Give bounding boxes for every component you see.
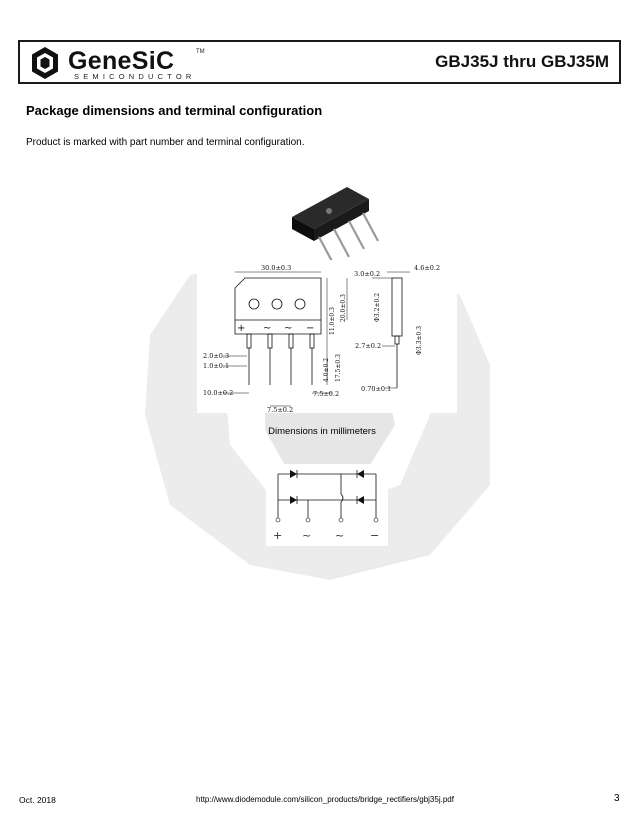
pin-symbol-plus: + [237,323,246,334]
company-logo [30,46,220,82]
header-bar [18,40,621,84]
pin-symbol-ac2: ~ [284,323,293,334]
pin-symbol-ac1: ~ [263,323,272,334]
dim-hole: Φ3.2±0.2 [374,292,381,322]
dim-side: 4.6±0.2 [414,264,441,272]
dim-lead-dia: 0.70±0.1 [361,385,392,393]
dim-width: 30.0±0.3 [261,264,292,272]
hexagon-logo-icon [30,46,60,80]
brand-tagline: SEMICONDUCTOR [74,72,196,81]
drawing-caption: Dimensions in millimeters [268,426,376,437]
dim-pin-width: 2.7±0.2 [355,342,382,350]
dim-height-b: 20.0±0.3 [340,294,347,322]
bridge-circuit-diagram [266,464,388,546]
dim-height-a: 11.0±0.3 [329,307,336,335]
page-number: 3 [614,793,620,804]
footer-date: Oct. 2018 [19,795,56,805]
terminal-ac1: ~ [302,529,312,542]
description-text: Product is marked with part number and terminal configuration. [26,137,305,148]
footer-url-link[interactable]: http://www.diodemodule.com/silicon_products/bridge_rectifiers/gbj35j.pdf [196,795,454,804]
dim-pitch-b: 7.5±0.2 [313,390,340,398]
document-title: GBJ35J thru GBJ35M [435,52,609,71]
dim-edge: 10.0±0.2 [203,389,234,397]
package-photo [197,177,457,267]
section-title: Package dimensions and terminal configuration [26,103,323,118]
dim-thickness: 3.0±0.2 [354,270,381,278]
dim-lead-len: 4.0±0.2 [323,357,330,382]
dim-bevel: 2.0±0.3 [203,352,230,360]
pin-symbol-minus: − [306,323,315,334]
terminal-minus: − [370,529,380,542]
dim-body-dia: Φ3.3±0.3 [416,325,423,355]
terminal-ac2: ~ [335,529,345,542]
brand-name: GeneSiC [68,47,175,75]
dim-pitch-a: 7.5±0.2 [267,406,294,413]
dim-total: 17.5±0.3 [335,354,342,382]
terminal-plus: + [273,529,283,542]
dim-lead-offset: 1.0±0.1 [203,362,230,370]
trademark-mark: TM [196,49,205,55]
dimension-drawing [197,260,457,413]
